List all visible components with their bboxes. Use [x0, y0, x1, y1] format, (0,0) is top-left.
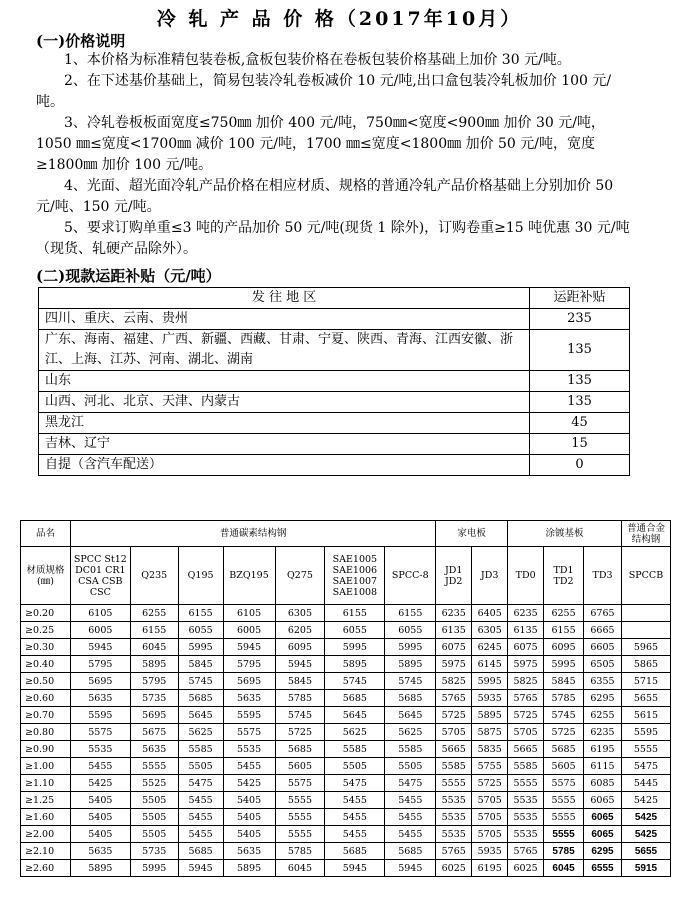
grade-header: SPCC St12 DC01 CR1 CSA CSB CSC [70, 547, 130, 605]
price-cell: 5525 [130, 775, 178, 792]
price-cell: 5455 [385, 792, 436, 809]
price-cell: 5405 [70, 809, 130, 826]
price-cell: 5935 [472, 843, 508, 860]
price-cell [621, 605, 670, 622]
price-cell: 5715 [621, 673, 670, 690]
price-cell: 5945 [223, 639, 275, 656]
price-cell: 5425 [621, 792, 670, 809]
price-cell: 5895 [223, 860, 275, 877]
price-cell: 5685 [385, 843, 436, 860]
price-cell: 5575 [544, 775, 584, 792]
price-cell: 5785 [544, 843, 584, 860]
price-cell: 5555 [275, 809, 325, 826]
table-row [39, 392, 630, 413]
price-cell: 5425 [621, 826, 670, 843]
price-cell: 5575 [275, 775, 325, 792]
grade-header: Q195 [178, 547, 223, 605]
price-cell: 5895 [472, 707, 508, 724]
table-row [21, 792, 671, 809]
price-cell: 5755 [472, 758, 508, 775]
price-cell: 5535 [223, 741, 275, 758]
price-cell: 6305 [472, 622, 508, 639]
spec-cell: ≥0.20 [21, 605, 71, 622]
group-alloy-steel: 普通合金结构钢 [621, 521, 670, 547]
group-appliance-plate: 家电板 [436, 521, 508, 547]
price-cell: 5505 [130, 826, 178, 843]
grade-header-row [21, 547, 671, 605]
price-cell: 5625 [385, 724, 436, 741]
section-heading-price-notes: (一)价格说明 [36, 32, 126, 50]
price-cell [621, 622, 670, 639]
table-row [21, 809, 671, 826]
price-cell: 6045 [544, 860, 584, 877]
price-cell: 5675 [130, 724, 178, 741]
price-cell: 5695 [70, 673, 130, 690]
price-cell: 5965 [621, 639, 670, 656]
spec-cell: ≥0.40 [21, 656, 71, 673]
price-cell: 5475 [621, 758, 670, 775]
price-cell: 5625 [178, 724, 223, 741]
price-cell: 5475 [385, 775, 436, 792]
price-cell: 5635 [223, 843, 275, 860]
price-cell: 5555 [130, 758, 178, 775]
region-cell: 山西、河北、北京、天津、内蒙古 [39, 392, 530, 413]
region-cell: 山东 [39, 371, 530, 392]
price-cell: 5725 [472, 775, 508, 792]
price-cell: 5995 [178, 639, 223, 656]
spec-label: 材质规格(㎜) [21, 547, 71, 605]
price-cell: 5455 [385, 826, 436, 843]
spec-cell: ≥0.70 [21, 707, 71, 724]
price-cell: 5735 [130, 690, 178, 707]
table-row [39, 330, 630, 371]
price-cell: 5445 [621, 775, 670, 792]
price-cell: 5945 [385, 860, 436, 877]
group-carbon-steel: 普通碳素结构钢 [70, 521, 435, 547]
price-cell: 5585 [325, 741, 385, 758]
price-cell: 5645 [178, 707, 223, 724]
region-cell: 自提（含汽车配送） [39, 455, 530, 476]
price-cell: 6105 [70, 605, 130, 622]
price-cell: 5595 [70, 707, 130, 724]
price-cell: 6355 [584, 673, 622, 690]
price-cell: 6145 [472, 656, 508, 673]
spec-cell: ≥0.25 [21, 622, 71, 639]
price-cell: 6095 [275, 639, 325, 656]
price-cell: 5425 [70, 775, 130, 792]
price-cell: 6095 [544, 639, 584, 656]
price-cell: 5875 [472, 724, 508, 741]
price-cell: 5575 [70, 724, 130, 741]
price-cell: 5535 [70, 741, 130, 758]
price-cell: 5655 [621, 690, 670, 707]
price-cell: 5975 [436, 656, 472, 673]
price-cell: 5765 [436, 843, 472, 860]
price-cell: 6245 [472, 639, 508, 656]
spec-cell: ≥1.25 [21, 792, 71, 809]
spec-cell: ≥0.60 [21, 690, 71, 707]
price-cell: 5705 [472, 826, 508, 843]
price-cell: 6065 [584, 826, 622, 843]
price-cell: 6295 [584, 843, 622, 860]
price-cell: 6065 [584, 809, 622, 826]
price-cell: 6295 [584, 690, 622, 707]
price-cell: 6255 [544, 605, 584, 622]
price-cell: 5785 [275, 843, 325, 860]
price-cell: 6055 [178, 622, 223, 639]
page-title: 冷 轧 产 品 价 格（2017年10月） [156, 8, 523, 30]
group-coating-substrate: 涂镀基板 [508, 521, 622, 547]
price-cell: 5725 [508, 707, 544, 724]
price-cell: 5555 [544, 809, 584, 826]
grade-header: TD1 TD2 [544, 547, 584, 605]
price-cell: 5685 [275, 741, 325, 758]
price-cell: 5455 [385, 809, 436, 826]
grade-header: SPCC-8 [385, 547, 436, 605]
price-cell: 5615 [621, 707, 670, 724]
price-cell: 5695 [130, 707, 178, 724]
price-cell: 5895 [130, 656, 178, 673]
price-cell: 5555 [544, 826, 584, 843]
price-cell: 5455 [223, 758, 275, 775]
price-cell: 6055 [385, 622, 436, 639]
price-cell: 6075 [436, 639, 472, 656]
price-cell: 6155 [385, 605, 436, 622]
note-paragraph: 4、光面、超光面冷轧产品价格在相应材质、规格的普通冷轧产品价格基础上分别加价 50 元/吨、150 元/吨。 [36, 178, 614, 215]
spec-cell: ≥0.30 [21, 639, 71, 656]
price-cell: 6045 [130, 639, 178, 656]
region-cell: 黑龙江 [39, 413, 530, 434]
price-cell: 5725 [436, 707, 472, 724]
price-cell: 5765 [436, 690, 472, 707]
price-cell: 6155 [130, 622, 178, 639]
price-cell: 5635 [223, 690, 275, 707]
grade-header: JD3 [472, 547, 508, 605]
price-cell: 6115 [584, 758, 622, 775]
price-cell: 5835 [472, 741, 508, 758]
subsidy-cell: 0 [530, 455, 630, 476]
price-cell: 5895 [325, 656, 385, 673]
price-cell: 5795 [130, 673, 178, 690]
price-cell: 5845 [544, 673, 584, 690]
price-cell: 5765 [508, 690, 544, 707]
price-cell: 5585 [385, 741, 436, 758]
price-cell: 5455 [325, 792, 385, 809]
column-header-subsidy: 运距补贴 [530, 288, 630, 309]
price-cell: 5575 [223, 724, 275, 741]
price-cell: 5995 [130, 860, 178, 877]
price-cell: 5505 [130, 792, 178, 809]
price-cell: 5695 [223, 673, 275, 690]
price-cell: 5475 [325, 775, 385, 792]
price-cell: 5505 [385, 758, 436, 775]
price-cell: 5725 [275, 724, 325, 741]
price-cell: 5625 [325, 724, 385, 741]
group-label: 品名 [21, 521, 71, 547]
grade-header: Q275 [275, 547, 325, 605]
price-cell: 6085 [584, 775, 622, 792]
price-cell: 5785 [275, 690, 325, 707]
price-cell: 5825 [508, 673, 544, 690]
price-cell: 6135 [508, 622, 544, 639]
spec-cell: ≥1.00 [21, 758, 71, 775]
price-cell: 5845 [275, 673, 325, 690]
price-cell: 5505 [130, 809, 178, 826]
price-cell: 5995 [472, 673, 508, 690]
price-cell: 5425 [621, 809, 670, 826]
price-cell: 5555 [508, 775, 544, 792]
price-cell: 5995 [544, 656, 584, 673]
price-cell: 5455 [178, 809, 223, 826]
table-header-row [39, 288, 630, 309]
column-header-region: 发 往 地 区 [39, 288, 530, 309]
price-cell: 5705 [472, 809, 508, 826]
price-cell: 5405 [70, 792, 130, 809]
table-row [39, 309, 630, 330]
price-cell: 5425 [223, 775, 275, 792]
grade-header: BZQ195 [223, 547, 275, 605]
table-row [39, 371, 630, 392]
price-cell: 6155 [178, 605, 223, 622]
price-cell: 5535 [436, 826, 472, 843]
grade-header: SAE1005 SAE1006 SAE1007 SAE1008 [325, 547, 385, 605]
table-row [21, 673, 671, 690]
grade-header: Q235 [130, 547, 178, 605]
price-cell: 5685 [325, 843, 385, 860]
price-cell: 6005 [223, 622, 275, 639]
price-cell: 5595 [621, 724, 670, 741]
spec-cell: ≥0.90 [21, 741, 71, 758]
price-cell: 5945 [178, 860, 223, 877]
price-cell: 6065 [584, 792, 622, 809]
price-cell: 6665 [584, 622, 622, 639]
table-row [21, 843, 671, 860]
table-row [21, 656, 671, 673]
price-cell: 5505 [325, 758, 385, 775]
note-paragraph: 3、冷轧卷板板面宽度≤750㎜ 加价 400 元/吨，750㎜<宽度<900㎜ 加价 30 元/吨，1050 ㎜≤宽度<1700㎜ 减价 100 元/吨，1700 ㎜≤宽度<1800㎜ 加价 50 元/吨，宽度≥1800㎜ 加价 100 元/吨。 [36, 115, 605, 173]
price-cell: 5935 [472, 690, 508, 707]
region-cell: 四川、重庆、云南、贵州 [39, 309, 530, 330]
price-cell: 5645 [385, 707, 436, 724]
price-cell: 5895 [385, 656, 436, 673]
price-cell: 6045 [275, 860, 325, 877]
price-cell: 6205 [275, 622, 325, 639]
price-cell: 5405 [70, 826, 130, 843]
price-cell: 5635 [130, 741, 178, 758]
price-cell: 6195 [472, 860, 508, 877]
price-cell: 5665 [508, 741, 544, 758]
price-cell: 6235 [584, 724, 622, 741]
price-cell: 6005 [70, 622, 130, 639]
price-cell: 5705 [508, 724, 544, 741]
grade-header: SPCCB [621, 547, 670, 605]
table-row [21, 826, 671, 843]
price-cell: 5645 [325, 707, 385, 724]
price-cell: 5975 [508, 656, 544, 673]
price-cell: 5745 [325, 673, 385, 690]
price-cell: 5785 [544, 690, 584, 707]
subsidy-cell: 45 [530, 413, 630, 434]
spec-cell: ≥2.60 [21, 860, 71, 877]
price-cell: 5405 [223, 826, 275, 843]
price-cell: 6555 [584, 860, 622, 877]
price-cell: 5825 [436, 673, 472, 690]
price-cell: 5945 [275, 656, 325, 673]
price-cell: 5635 [70, 690, 130, 707]
table-row [39, 455, 630, 476]
price-cell: 6255 [584, 707, 622, 724]
price-cell: 5455 [178, 792, 223, 809]
grade-header: TD3 [584, 547, 622, 605]
spec-cell: ≥0.80 [21, 724, 71, 741]
price-cell: 5705 [472, 792, 508, 809]
price-cell: 6505 [584, 656, 622, 673]
price-cell: 5605 [275, 758, 325, 775]
grade-header: TD0 [508, 547, 544, 605]
price-cell: 5635 [70, 843, 130, 860]
price-cell: 5605 [544, 758, 584, 775]
price-cell: 6235 [508, 605, 544, 622]
spec-cell: ≥2.10 [21, 843, 71, 860]
table-row [21, 860, 671, 877]
note-paragraph: 5、要求订购单重≤3 吨的产品加价 50 元/吨(现货 1 除外)，订购卷重≥15 吨优惠 30 元/吨（现货、轧硬产品除外）。 [36, 220, 630, 257]
price-cell: 6025 [508, 860, 544, 877]
table-row [39, 434, 630, 455]
price-cell: 5945 [325, 860, 385, 877]
subsidy-cell: 15 [530, 434, 630, 455]
price-cell: 5865 [621, 656, 670, 673]
price-cell: 5995 [325, 639, 385, 656]
table-row [39, 413, 630, 434]
price-cell: 5555 [275, 792, 325, 809]
region-cell: 广东、海南、福建、广西、新疆、西藏、甘肃、宁夏、陕西、青海、江西安徽、浙江、上海、江苏、河南、湖北、湖南 [39, 330, 530, 371]
subsidy-cell: 235 [530, 309, 630, 330]
price-cell: 5745 [178, 673, 223, 690]
price-cell: 5685 [178, 843, 223, 860]
price-cell: 5705 [436, 724, 472, 741]
price-cell: 5795 [70, 656, 130, 673]
section-heading-freight: (二)现款运距补贴（元/吨） [36, 267, 221, 285]
price-cell: 5995 [385, 639, 436, 656]
price-cell: 5685 [325, 690, 385, 707]
price-cell: 5685 [544, 741, 584, 758]
price-cell: 5455 [325, 809, 385, 826]
subsidy-cell: 135 [530, 371, 630, 392]
price-cell: 6055 [325, 622, 385, 639]
group-header-row [21, 521, 671, 547]
price-cell: 5745 [275, 707, 325, 724]
table-row [21, 690, 671, 707]
price-table [20, 520, 671, 877]
price-cell: 5735 [130, 843, 178, 860]
price-cell: 6025 [436, 860, 472, 877]
price-cell: 6405 [472, 605, 508, 622]
price-cell: 6255 [130, 605, 178, 622]
price-cell: 5745 [544, 707, 584, 724]
price-cell: 5535 [436, 809, 472, 826]
price-cell: 5685 [178, 690, 223, 707]
price-cell: 5555 [544, 792, 584, 809]
price-cell: 6605 [584, 639, 622, 656]
price-cell: 6305 [275, 605, 325, 622]
price-cell: 5535 [508, 826, 544, 843]
table-row [21, 639, 671, 656]
price-cell: 6135 [436, 622, 472, 639]
table-row [21, 622, 671, 639]
price-cell: 5455 [178, 826, 223, 843]
price-cell: 5555 [621, 741, 670, 758]
price-cell: 5795 [223, 656, 275, 673]
price-cell: 6105 [223, 605, 275, 622]
price-cell: 6235 [436, 605, 472, 622]
price-cell: 5845 [178, 656, 223, 673]
price-notes [36, 50, 636, 260]
freight-subsidy-table [38, 287, 630, 476]
price-cell: 5535 [508, 792, 544, 809]
price-cell: 5765 [508, 843, 544, 860]
price-cell: 6075 [508, 639, 544, 656]
price-cell: 5915 [621, 860, 670, 877]
price-cell: 5555 [275, 826, 325, 843]
price-cell: 6155 [544, 622, 584, 639]
price-cell: 5585 [178, 741, 223, 758]
price-cell: 5535 [436, 792, 472, 809]
note-paragraph: 1、本价格为标准精包装卷板,盒板包装价格在卷板包装价格基础上加价 30 元/吨。 [64, 52, 571, 68]
price-cell: 5595 [223, 707, 275, 724]
price-cell: 6155 [325, 605, 385, 622]
table-row [21, 775, 671, 792]
price-cell: 5745 [385, 673, 436, 690]
grade-header: JD1 JD2 [436, 547, 472, 605]
price-cell: 5475 [178, 775, 223, 792]
subsidy-cell: 135 [530, 330, 630, 371]
price-cell: 5535 [508, 809, 544, 826]
region-cell: 吉林、辽宁 [39, 434, 530, 455]
table-row [21, 707, 671, 724]
subsidy-cell: 135 [530, 392, 630, 413]
price-cell: 5585 [508, 758, 544, 775]
spec-cell: ≥0.50 [21, 673, 71, 690]
price-cell: 5725 [544, 724, 584, 741]
price-cell: 5665 [436, 741, 472, 758]
price-cell: 5455 [325, 826, 385, 843]
price-cell: 5555 [436, 775, 472, 792]
note-paragraph: 2、在下述基价基础上，简易包装冷轧卷板减价 10 元/吨,出口盒包装冷轧板加价 100 元/吨。 [36, 73, 612, 110]
table-row [21, 724, 671, 741]
price-cell: 6765 [584, 605, 622, 622]
table-row [21, 605, 671, 622]
price-cell: 5405 [223, 809, 275, 826]
price-cell: 5895 [70, 860, 130, 877]
price-cell: 5455 [70, 758, 130, 775]
price-cell: 5945 [70, 639, 130, 656]
price-cell: 5655 [621, 843, 670, 860]
price-cell: 5585 [436, 758, 472, 775]
table-row [21, 758, 671, 775]
price-cell: 5685 [385, 690, 436, 707]
price-cell: 5405 [223, 792, 275, 809]
price-cell: 6195 [584, 741, 622, 758]
spec-cell: ≥2.00 [21, 826, 71, 843]
table-row [21, 741, 671, 758]
price-cell: 5505 [178, 758, 223, 775]
spec-cell: ≥1.10 [21, 775, 71, 792]
spec-cell: ≥1.60 [21, 809, 71, 826]
